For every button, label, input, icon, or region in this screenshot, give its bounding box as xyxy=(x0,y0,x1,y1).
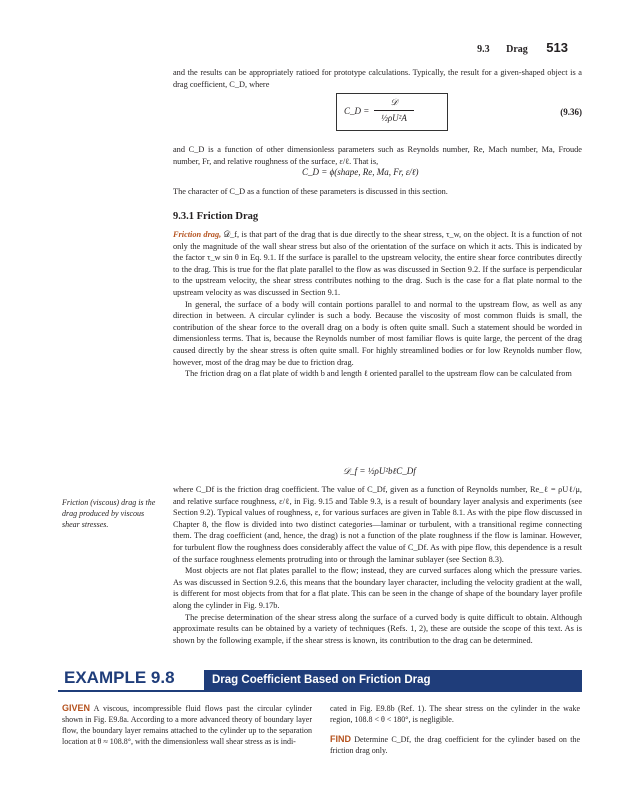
paragraph-5: Most objects are not flat plates parallel to the flow; instead, they are curved surfaces along which the pressure varies. As was discussed in Section 9.2.6, this means that the boundary layer character, including the velocity gradient at the wall, is different for most objects from that for a flat plate. This can be seen in the change of shape of the boundary layer profile along the cylinder in Fig. 9.17b. xyxy=(173,566,582,610)
section-title: 9.3.1 Friction Drag xyxy=(173,211,259,222)
example-given-cont: cated in Fig. E9.8b (Ref. 1). The shear stress on the cylinder in the wake region, 108.8 < θ < 180°, is negligible. FIND Determine C_Df, the drag coefficient for the cylinder based on the friction drag only. xyxy=(330,704,580,755)
header-section: 9.3 xyxy=(477,44,490,55)
paragraph-1: Friction drag, 𝒟_f, is that part of the drag that is due directly to the shear stress, τ_w, on the object. It is a function of not only the magnitude of the wall shear stress but also of the orientation of the surface on which it acts. This is indicated by the factor τ_w sin θ in Eq. 9.1. If the surface is parallel to the upstream velocity, the entire shear force contributes directly to the drag. This is true for the flat plate parallel to the flow as was discussed in Section 9.2. If the surface is perpendicular to the upstream velocity, the shear stress contributes nothing to the drag. Such is the case for a flat plate normal to the upstream velocity as was discussed in Section 9.1. xyxy=(173,230,582,297)
page-number: 513 xyxy=(546,40,568,55)
paragraph-4: where C_Df is the friction drag coefficient. The value of C_Df, given as a function of Reynolds number, Re_ℓ = ρUℓ/μ, and relative surface roughness, ε/ℓ, in Fig. 9.15 and Table 9.3, is a result of boundary layer analysis and experiments (see Section 9.2). Typical values of roughness, ε, for various surfaces are given in Table 8.1. As with the pipe flow discussed in Chapter 8, the flow is divided into two distinct categories—laminar or turbulent, with a transitional regime connecting them. The drag coefficient (and, hence, the drag) is not a function of the plate roughness if the flow is laminar. However, for turbulent flow the roughness does considerably affect the value of C_Df. As with pipe flow, this dependence is a result of the surface roughness elements protruding into or through the laminar sublayer (see Section 8.3). xyxy=(173,485,582,564)
eq-936-numerator: 𝒟 xyxy=(390,97,398,107)
after-eq2-text: The character of C_D as a function of these parameters is discussed in this section. xyxy=(173,187,448,196)
example-banner xyxy=(58,670,582,690)
fraction-bar xyxy=(374,110,414,111)
example-tag: EXAMPLE 9.8 xyxy=(64,668,175,687)
header-title: Drag xyxy=(506,44,528,55)
eq-friction-drag: 𝒟_f = ½ρU²bℓC_Df xyxy=(343,466,416,476)
example-title: Drag Coefficient Based on Friction Drag xyxy=(204,670,582,690)
body-text-2 xyxy=(173,484,582,646)
eq-936-denominator: ½ρU²A xyxy=(381,113,407,123)
paragraph-2: In general, the surface of a body will contain portions parallel to and normal to the upstream flow, as well as any direction in between. A circular cylinder is such a body. Because the viscosity of most common fluids is small, the contribution of the shear force to the overall drag on a body is often quite small. Such a statement should be worded in dimensionless terms. That is, because the Reynolds number of most familiar flows is quite large, the percent of the drag caused directly by the shear stress is often quite small. For highly streamlined bodies or for low Reynolds number flow, however, most of the drag may be due to friction drag. xyxy=(173,299,582,367)
example-find: FIND Determine C_Df, the drag coefficient for the cylinder based on the friction drag only. xyxy=(330,734,580,755)
after-eq-text: and C_D is a function of other dimensionless parameters such as Reynolds number, Re, Mach number, Ma, Froude number, Fr, and relative roughness of the surface, ε/ℓ. That is, xyxy=(173,145,582,166)
eq-936-number: (9.36) xyxy=(560,107,582,117)
find-label: FIND xyxy=(330,734,351,744)
given-label: GIVEN xyxy=(62,703,91,713)
intro-text: and the results can be appropriately ratioed for prototype calculations. Typically, the result for a given-shaped object is a drag coefficient, C_D, where xyxy=(173,68,582,89)
eq-cd-function: C_D = ϕ(shape, Re, Ma, Fr, ε/ℓ) xyxy=(302,167,419,177)
margin-note: Friction (viscous) drag is the drag produced by viscous shear stresses. xyxy=(62,498,156,529)
term-friction-drag: Friction drag, xyxy=(173,230,222,239)
paragraph-3: The friction drag on a flat plate of width b and length ℓ oriented parallel to the upstream flow can be calculated from xyxy=(185,369,572,379)
body-text xyxy=(173,229,582,380)
running-header xyxy=(477,40,568,55)
example-given: GIVEN A viscous, incompressible fluid flows past the circular cylinder shown in Fig. E9.8a. According to a more advanced theory of boundary layer flow, the boundary layer remains attached to the cylinder up to the separation location at θ ≈ 108.8°, with the dimensionless wall shear stress as is indi- xyxy=(62,703,312,746)
eq-936-lhs: C_D = xyxy=(344,106,370,116)
paragraph-6: The precise determination of the shear stress along the surface of a curved body is quite difficult to obtain. Although approximate results can be obtained by a variety of techniques (Refs. 1, 2), these are outside the scope of this text. As is shown by the following example, if the shear stress is known, its contribution to the drag can be determined. xyxy=(173,612,582,645)
example-rule xyxy=(58,690,582,692)
